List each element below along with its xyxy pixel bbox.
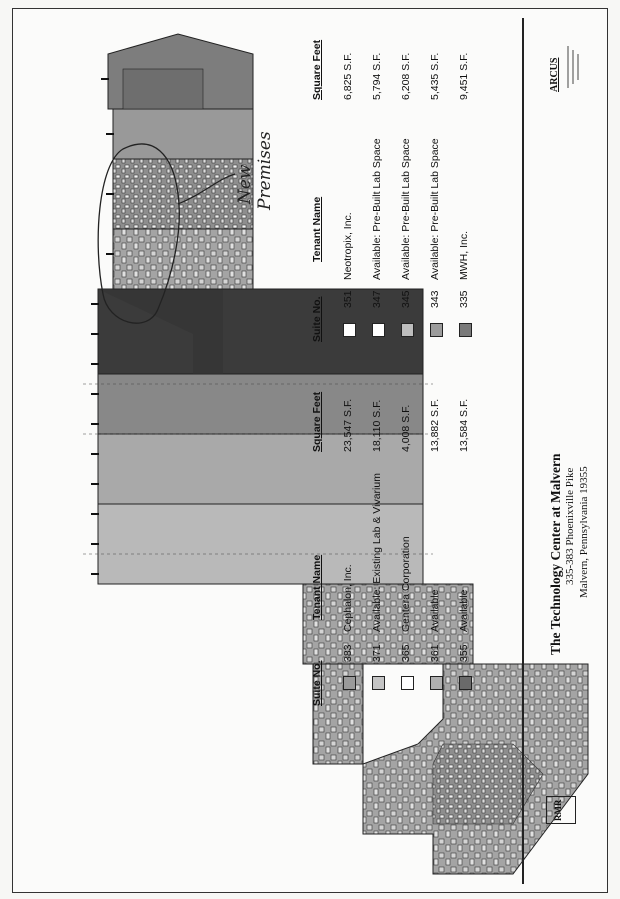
suite-347 (113, 159, 253, 229)
legend-sqft: 6,825 S.F. (342, 52, 354, 100)
legend-swatch (372, 323, 385, 337)
legend-right-tenant-header: Tenant Name (311, 196, 323, 262)
legend-swatch (401, 323, 414, 337)
legend-tenant: Available: Pre-Built Lab Space (371, 138, 383, 280)
legend-suite-no: 355 (458, 644, 470, 662)
legend-left-sqft-header: Square Feet (311, 391, 323, 452)
legend-suite-no: 371 (371, 644, 383, 662)
suite-351 (113, 229, 253, 289)
legend-swatch (401, 676, 414, 690)
suite-371-block (303, 584, 473, 664)
arcus-fineprint-lines (565, 44, 583, 90)
legend-sqft: 5,794 S.F. (371, 52, 383, 100)
project-address: 335-383 Phoenixville Pike (564, 467, 576, 585)
legend-sqft: 13,584 S.F. (458, 398, 470, 452)
legend-tenant: Cephalon, Inc. (342, 564, 354, 632)
legend-tenant: Available (429, 589, 441, 632)
legend-tenant: Available: Existing Lab & Vivarium (371, 473, 383, 632)
legend-suite-no: 343 (429, 290, 441, 308)
legend-tenant: MWH, Inc. (458, 231, 470, 280)
suite-343 (123, 69, 203, 109)
legend-suite-no: 383 (342, 644, 354, 662)
legend-suite-no: 351 (342, 290, 354, 308)
legend-right-suite-header: Suite No. (311, 296, 323, 342)
legend-sqft: 4,008 S.F. (400, 404, 412, 452)
legend-sqft: 5,435 S.F. (429, 52, 441, 100)
legend-swatch (343, 676, 356, 690)
annotation-line-1: New (235, 164, 255, 204)
legend-suite-no: 345 (400, 290, 412, 308)
legend-swatch (343, 323, 356, 337)
legend-sqft: 23,547 S.F. (342, 398, 354, 452)
title-divider (522, 18, 524, 884)
project-title: The Technology Center at Malvern (548, 453, 563, 655)
legend-tenant: Neotropix, Inc. (342, 212, 354, 280)
legend-sqft: 13,882 S.F. (429, 398, 441, 452)
legend-sqft: 9,451 S.F. (458, 52, 470, 100)
legend-swatch (459, 323, 472, 337)
legend-left-tenant-header: Tenant Name (311, 554, 323, 620)
legend-tenant: Available (458, 589, 470, 632)
legend-suite-no: 335 (458, 290, 470, 308)
rmr-logo (546, 796, 576, 824)
project-city: Malvern, Pennsylvania 19355 (578, 466, 590, 598)
arcus-logo: ARCUS (549, 57, 560, 92)
legend-sqft: 18,110 S.F. (371, 399, 383, 452)
page-frame (12, 8, 608, 893)
handwritten-annotation (235, 131, 275, 210)
rmr-logo-text: RMR (553, 799, 563, 821)
legend-swatch (372, 676, 385, 690)
legend-tenant: Available: Pre-Built Lab Space (429, 138, 441, 280)
legend-tenant: Available: Pre-Built Lab Space (400, 138, 412, 280)
legend-swatch (430, 676, 443, 690)
suite-345 (113, 109, 253, 159)
legend-swatch (430, 323, 443, 337)
legend-sqft: 6,208 S.F. (400, 52, 412, 100)
annotation-line-2: Premises (255, 131, 275, 210)
legend-suite-no: 365 (400, 644, 412, 662)
legend-suite-no: 347 (371, 290, 383, 308)
legend-right-sqft-header: Square Feet (311, 39, 323, 100)
legend-left-suite-header: Suite No. (311, 660, 323, 706)
legend-swatch (459, 676, 472, 690)
legend-tenant: Gentera Corporation (400, 536, 412, 632)
legend-suite-no: 361 (429, 644, 441, 662)
arcus-logo-fineprint (565, 44, 583, 90)
